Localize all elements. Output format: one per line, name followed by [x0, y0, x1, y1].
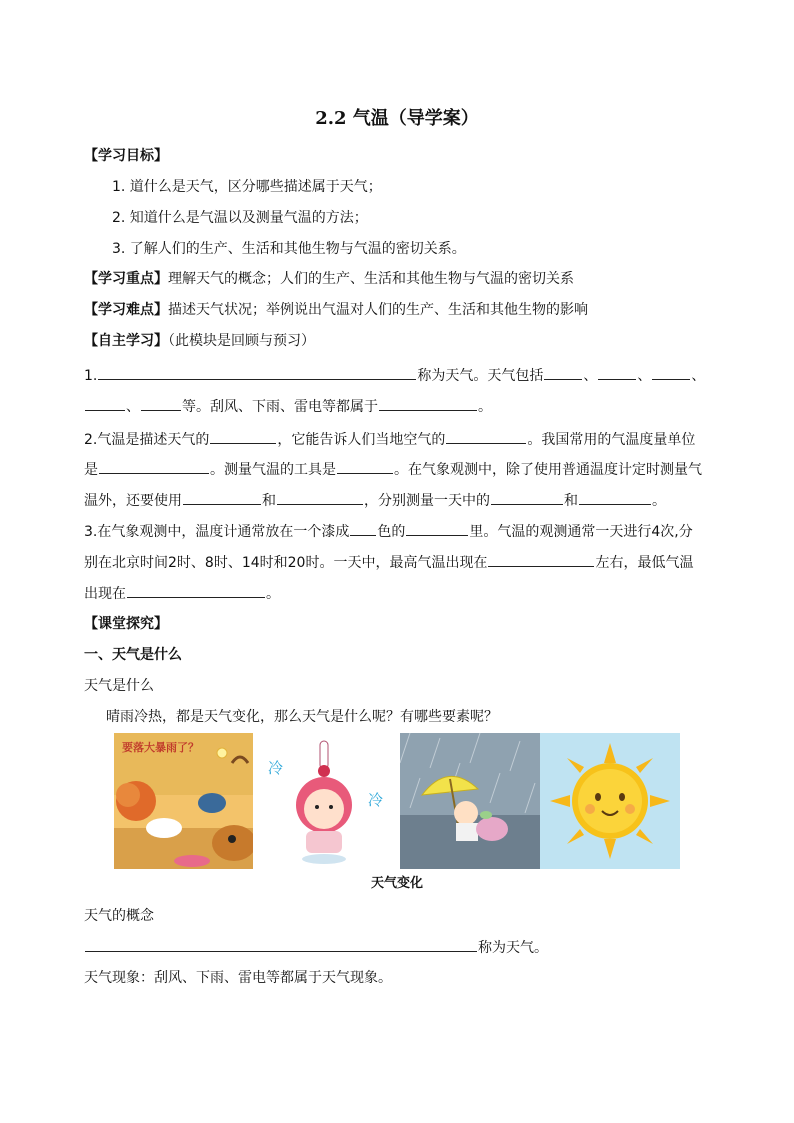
sun-image [540, 733, 680, 869]
fill-blank[interactable] [598, 365, 636, 380]
storm-cartoon-image [114, 733, 253, 869]
q3-text: 色的 [377, 524, 406, 540]
q2-line-2 [84, 459, 702, 480]
self-study-note: （此模块是回顾与预习） [168, 333, 315, 349]
section-1-heading: 一、天气是什么 [84, 647, 182, 663]
q1-text: 、 [691, 368, 706, 384]
fill-blank[interactable] [488, 552, 594, 567]
explore-header: 【课堂探究】 [84, 616, 168, 632]
q3-text: 别在北京时间2时、8时、14时和20时。一天中，最高气温出现在 [84, 555, 488, 571]
q3-line-2 [84, 552, 693, 573]
fill-blank[interactable] [141, 396, 181, 411]
q1-text: 等。刮风、下雨、雷电等都属于 [182, 399, 378, 415]
concept-tail: 称为天气。 [478, 940, 548, 956]
storm-caption-text: 要落大暴雨了？ [122, 741, 199, 754]
q1-text: 、 [583, 368, 598, 384]
goal-item-1: 1. 道什么是天气，区分哪些描述属于天气； [112, 179, 382, 195]
fill-blank[interactable] [379, 396, 477, 411]
weather-illustrations [114, 733, 680, 869]
self-study-header [84, 331, 315, 351]
q1-text: 、 [126, 399, 140, 415]
concept-line [84, 937, 548, 958]
figure-caption: 天气变化 [370, 876, 423, 891]
difficult-points [84, 300, 588, 320]
q2-text: 。 [652, 493, 666, 509]
fill-blank[interactable] [85, 937, 477, 952]
q1-line-1 [84, 365, 705, 386]
rain-boy-image [400, 733, 540, 869]
fill-blank[interactable] [210, 429, 276, 444]
q2-text: ，分别测量一天中的 [364, 493, 490, 509]
self-study-label: 【自主学习】 [84, 333, 168, 349]
key-text: 理解天气的概念；人们的生产、生活和其他生物与气温的密切关系 [168, 271, 574, 287]
phenomena-text: 天气现象：刮风、下雨、雷电等都属于天气现象。 [84, 970, 392, 986]
concept-heading: 天气的概念 [84, 908, 154, 924]
q2-text: 和 [564, 493, 578, 509]
fill-blank[interactable] [491, 490, 563, 505]
q2-text: 。我国常用的气温度量单位 [527, 432, 696, 448]
q2-text: 温外，还要使用 [84, 493, 182, 509]
goal-item-2: 2. 知道什么是气温以及测量气温的方法； [112, 210, 368, 226]
difficulty-text: 描述天气状况；举例说出气温对人们的生产、生活和其他生物的影响 [168, 302, 588, 318]
q1-text: 、 [637, 368, 652, 384]
cold-label-left: 冷 [268, 759, 284, 777]
q1-number: 1. [84, 368, 98, 384]
q2-text: 。在气象观测中，除了使用普通温度计定时测量气 [394, 462, 702, 478]
key-points [84, 269, 574, 289]
fill-blank[interactable] [652, 365, 690, 380]
fill-blank[interactable] [98, 365, 416, 380]
question-text: 晴雨冷热，都是天气变化，那么天气是什么呢？有哪些要素呢？ [106, 709, 498, 725]
q3-text: 出现在 [84, 586, 126, 602]
q2-line-1 [84, 429, 695, 450]
q3-text: 里。气温的观测通常一天进行4次,分 [469, 524, 693, 540]
q2-text: 。测量气温的工具是 [210, 462, 336, 478]
q1-text: 称为天气。天气包括 [417, 368, 544, 384]
cold-girl-image [260, 733, 392, 869]
fill-blank[interactable] [337, 459, 393, 474]
cold-label-right: 冷 [368, 791, 384, 809]
fill-blank[interactable] [99, 459, 209, 474]
goals-header: 【学习目标】 [84, 148, 168, 164]
fill-blank[interactable] [277, 490, 363, 505]
q3-text: 。 [266, 586, 280, 602]
q2-text: 和 [262, 493, 276, 509]
difficulty-label: 【学习难点】 [84, 302, 168, 318]
subheading: 天气是什么 [84, 678, 154, 694]
fill-blank[interactable] [85, 396, 125, 411]
fill-blank[interactable] [406, 521, 468, 536]
fill-blank[interactable] [544, 365, 582, 380]
goal-item-3: 3. 了解人们的生产、生活和其他生物与气温的密切关系。 [112, 241, 466, 257]
q3-text: 3.在气象观测中，温度计通常放在一个漆成 [84, 524, 350, 540]
q3-line-1 [84, 521, 693, 542]
page-title: 2.2 气温（导学案） [315, 108, 479, 129]
q2-text: 2.气温是描述天气的 [84, 432, 210, 448]
fill-blank[interactable] [183, 490, 261, 505]
q1-text: 。 [478, 399, 492, 415]
q2-text: 是 [84, 462, 98, 478]
q3-line-3 [84, 583, 280, 604]
q2-text: ，它能告诉人们当地空气的 [277, 432, 446, 448]
fill-blank[interactable] [350, 521, 376, 536]
q2-line-3 [84, 490, 666, 511]
fill-blank[interactable] [579, 490, 651, 505]
q1-line-2 [84, 396, 492, 417]
fill-blank[interactable] [127, 583, 265, 598]
key-label: 【学习重点】 [84, 271, 168, 287]
fill-blank[interactable] [446, 429, 526, 444]
q3-text: 左右，最低气温 [595, 555, 694, 571]
